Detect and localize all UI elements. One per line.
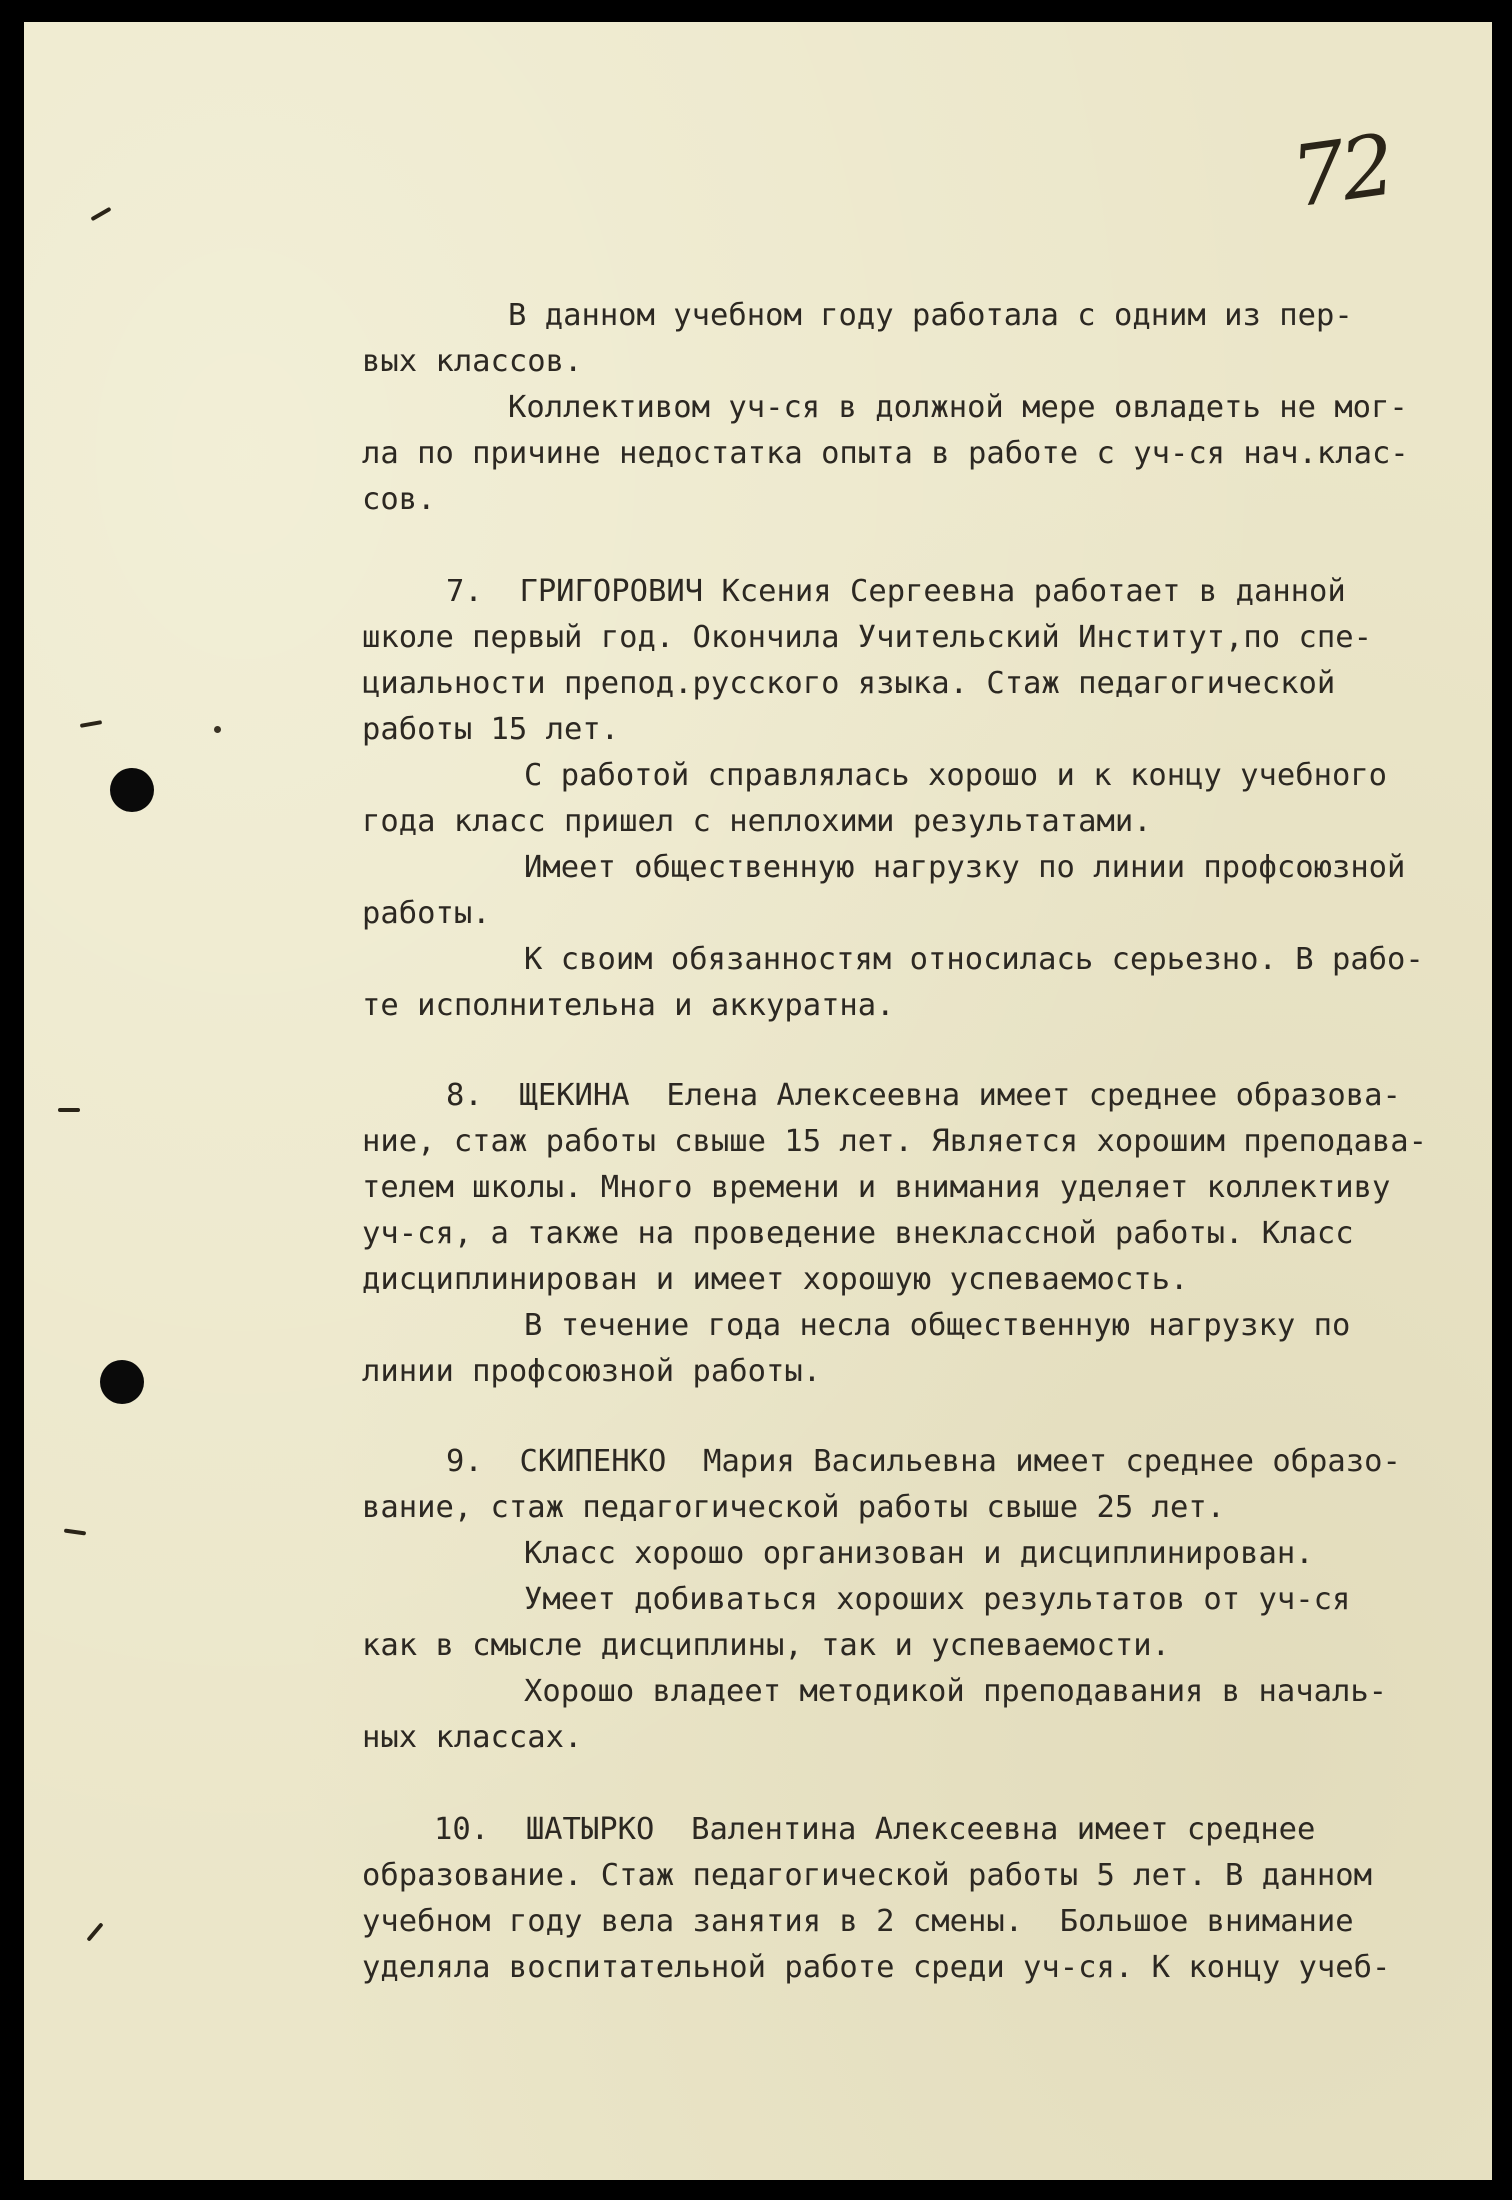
text-line: работы 15 лет. bbox=[362, 712, 620, 747]
text-line: Хорошо владеет методикой преподавания в началь- bbox=[524, 1674, 1388, 1709]
text-line: Умеет добиваться хороших результатов от уч-ся bbox=[524, 1582, 1351, 1617]
document-page bbox=[24, 22, 1492, 2180]
text-line: С работой справлялась хорошо и к концу учебного bbox=[524, 758, 1388, 793]
text-line: уч-ся, а также на проведение внеклассной работы. Класс bbox=[362, 1216, 1354, 1251]
text-line: сов. bbox=[362, 482, 436, 517]
text-line: В течение года несла общественную нагрузку по bbox=[524, 1308, 1351, 1343]
text-line: дисциплинирован и имеет хорошую успеваемость. bbox=[362, 1262, 1189, 1297]
margin-mark bbox=[64, 1528, 86, 1535]
text-line: вых классов. bbox=[362, 344, 583, 379]
text-line: 10. ШАТЫРКО Валентина Алексеевна имеет среднее bbox=[434, 1812, 1316, 1847]
text-line: телем школы. Много времени и внимания уделяет коллективу bbox=[362, 1170, 1391, 1205]
text-line: 9. СКИПЕНКО Мария Васильевна имеет среднее образо- bbox=[446, 1444, 1401, 1479]
text-line: Коллективом уч-ся в должной мере овладеть не мог- bbox=[508, 390, 1408, 425]
punch-hole-top bbox=[110, 768, 154, 812]
text-line: года класс пришел с неплохими результатами. bbox=[362, 804, 1152, 839]
handwritten-page-number: 72 bbox=[1285, 115, 1398, 227]
text-line: вание, стаж педагогической работы свыше 25 лет. bbox=[362, 1490, 1226, 1525]
punch-hole-bottom bbox=[100, 1360, 144, 1404]
text-line: образование. Стаж педагогической работы 5 лет. В данном bbox=[362, 1858, 1372, 1893]
margin-mark bbox=[90, 207, 111, 221]
text-line: работы. bbox=[362, 896, 491, 931]
margin-mark bbox=[58, 1108, 80, 1112]
text-line: циальности препод.русского языка. Стаж педагогической bbox=[362, 666, 1336, 701]
text-line: ла по причине недостатка опыта в работе с уч-ся нач.клас- bbox=[362, 436, 1409, 471]
margin-mark bbox=[80, 720, 102, 728]
margin-mark bbox=[86, 1922, 103, 1941]
text-line: Имеет общественную нагрузку по линии профсоюзной bbox=[524, 850, 1406, 885]
text-line: Класс хорошо организован и дисциплинирован. bbox=[524, 1536, 1314, 1571]
text-line: В данном учебном году работала с одним из пер- bbox=[508, 298, 1353, 333]
text-line: учебном году вела занятия в 2 смены. Большое внимание bbox=[362, 1904, 1354, 1939]
text-line: линии профсоюзной работы. bbox=[362, 1354, 822, 1389]
text-line: ных классах. bbox=[362, 1720, 583, 1755]
text-line: ние, стаж работы свыше 15 лет. Является хорошим преподава- bbox=[362, 1124, 1428, 1159]
margin-mark bbox=[214, 726, 221, 733]
text-line: как в смысле дисциплины, так и успеваемости. bbox=[362, 1628, 1170, 1663]
text-line: те исполнительна и аккуратна. bbox=[362, 988, 895, 1023]
text-line: 8. ЩЕКИНА Елена Алексеевна имеет среднее образова- bbox=[446, 1078, 1401, 1113]
text-line: К своим обязанностям относилась серьезно. В рабо- bbox=[524, 942, 1424, 977]
text-line: школе первый год. Окончила Учительский Институт,по спе- bbox=[362, 620, 1372, 655]
text-line: 7. ГРИГОРОВИЧ Ксения Сергеевна работает в данной bbox=[446, 574, 1346, 609]
text-line: уделяла воспитательной работе среди уч-ся. К концу учеб- bbox=[362, 1950, 1391, 1985]
